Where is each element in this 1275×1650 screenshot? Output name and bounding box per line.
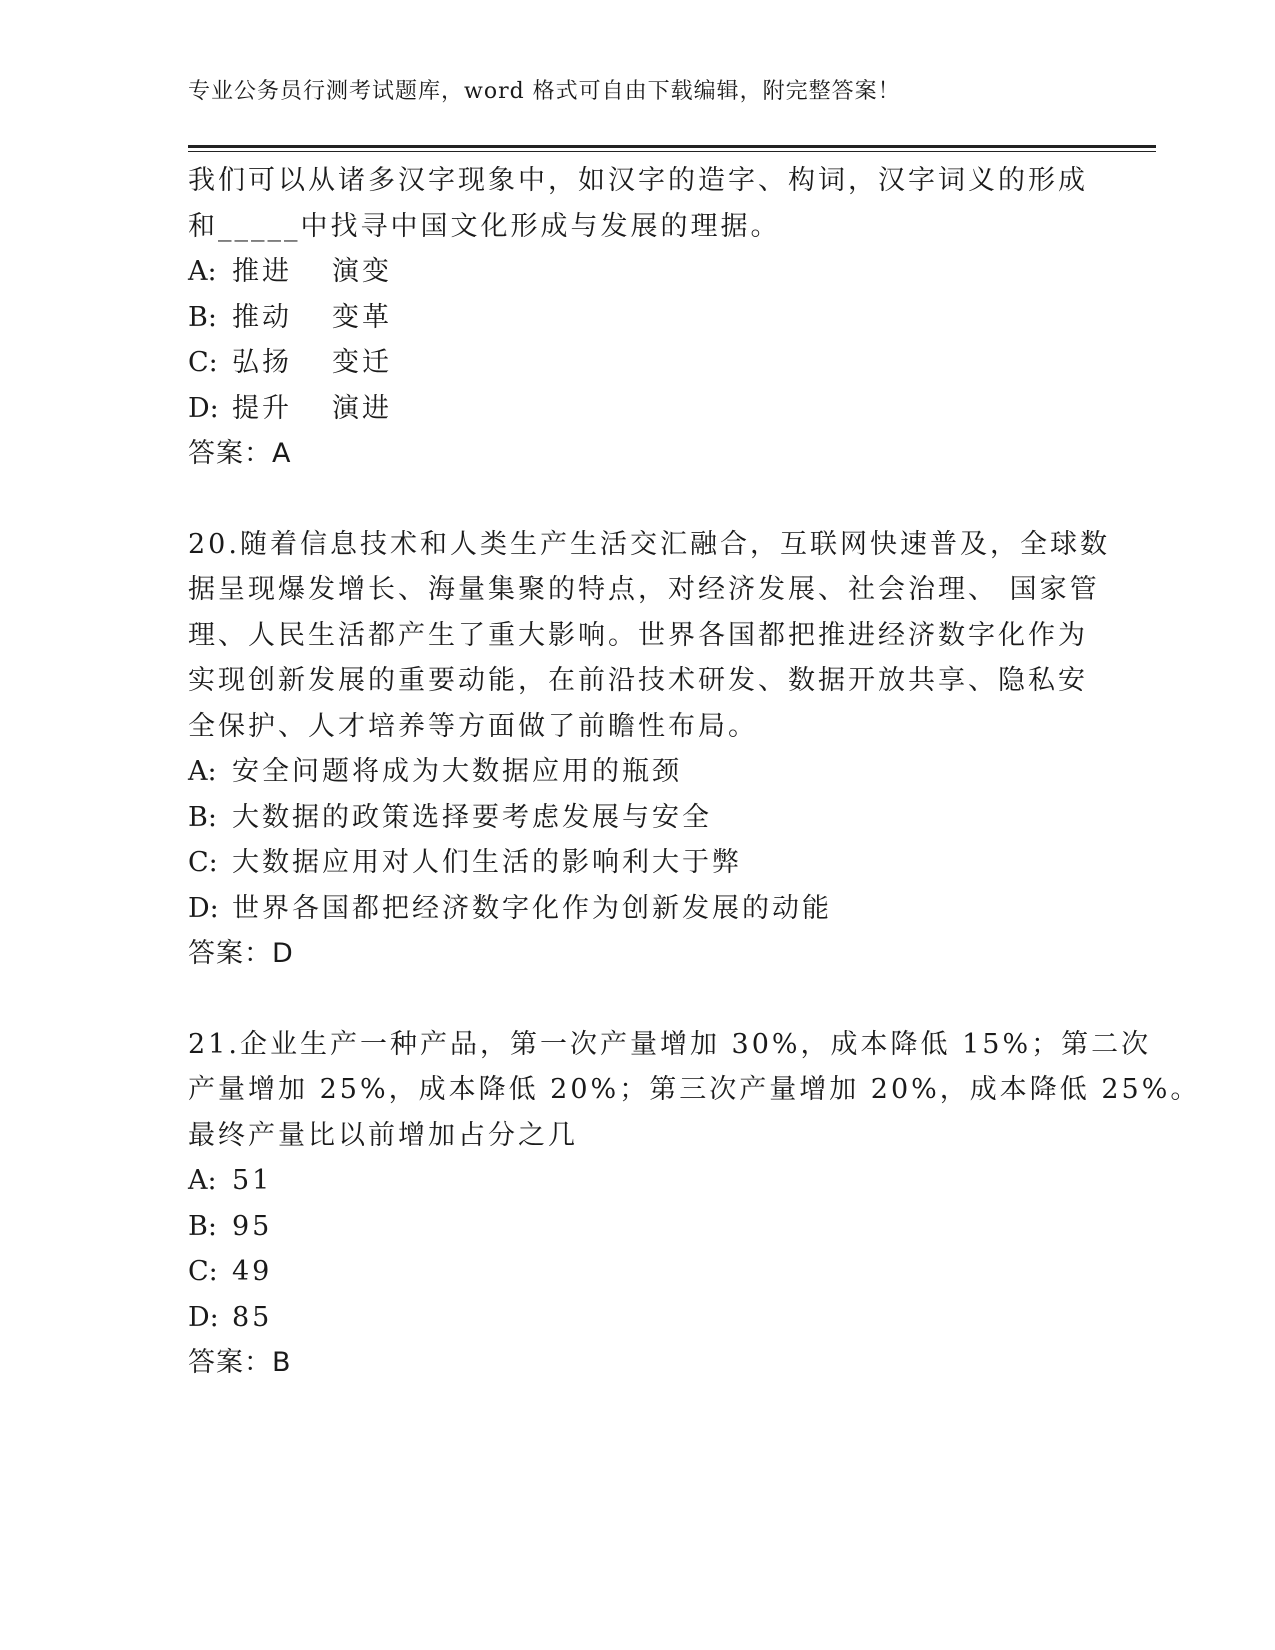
- option-b: B: 95: [188, 1210, 273, 1242]
- option-d: D: 世界各国都把经济数字化作为创新发展的动能: [188, 892, 832, 924]
- question-19: [188, 158, 1088, 477]
- question-stem-line: 21.企业生产一种产品，第一次产量增加 30%，成本降低 15%；第二次: [188, 1028, 1152, 1060]
- question-stem-line: 20.随着信息技术和人类生产生活交汇融合，互联网快速普及，全球数: [188, 528, 1110, 560]
- option-a: A: 安全问题将成为大数据应用的瓶颈: [188, 756, 682, 787]
- option-b: B: 大数据的政策选择要考虑发展与安全: [188, 801, 712, 833]
- option-c: C: 49: [188, 1256, 273, 1287]
- question-stem-line: 实现创新发展的重要动能，在前沿技术研发、数据开放共享、隐私安: [188, 665, 1088, 696]
- question-20: [188, 522, 1110, 977]
- header-rule-thick: [188, 145, 1156, 148]
- question-21: [188, 1022, 1201, 1386]
- option-a: A: 推进 演变: [188, 256, 392, 287]
- question-stem-line: 产量增加 25%，成本降低 20%；第三次产量增加 20%，成本降低 25%。: [188, 1074, 1201, 1105]
- question-stem-line: 全保护、人才培养等方面做了前瞻性布局。: [188, 710, 758, 742]
- question-stem-line: 理、人民生活都产生了重大影响。世界各国都把推进经济数字化作为: [188, 619, 1088, 651]
- question-stem-line: 我们可以从诸多汉字现象中，如汉字的造字、构词，汉字词义的形成: [188, 165, 1088, 196]
- answer-line: 答案：B: [188, 1347, 292, 1378]
- option-c: C: 弘扬 变迁: [188, 347, 392, 378]
- page-header: 专业公务员行测考试题库，word 格式可自由下载编辑，附完整答案！: [188, 79, 901, 104]
- question-stem-line: 据呈现爆发增长、海量集聚的特点，对经济发展、社会治理、 国家管: [188, 574, 1100, 605]
- question-stem-line: 最终产量比以前增加占分之几: [188, 1119, 578, 1151]
- option-d: D: 提升 演进: [188, 392, 392, 424]
- question-stem-line: 和_____中找寻中国文化形成与发展的理据。: [188, 210, 781, 242]
- option-d: D: 85: [188, 1301, 273, 1333]
- answer-line: 答案：A: [188, 438, 292, 469]
- header-rule-thin: [188, 151, 1156, 152]
- option-c: C: 大数据应用对人们生活的影响利大于弊: [188, 847, 742, 878]
- option-a: A: 51: [188, 1165, 273, 1196]
- option-b: B: 推动 变革: [188, 301, 392, 333]
- question-content: [188, 158, 1201, 1386]
- answer-line: 答案：D: [188, 938, 294, 969]
